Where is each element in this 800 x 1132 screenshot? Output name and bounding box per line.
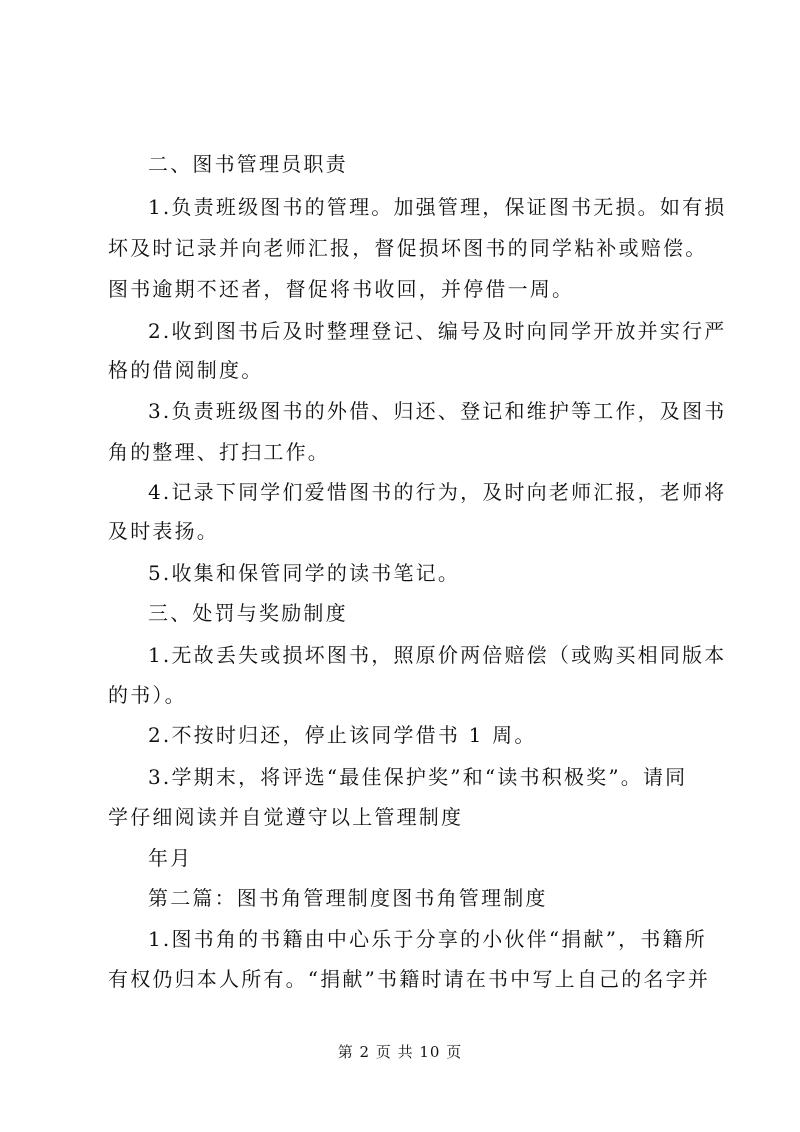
paragraph-line: 4.记录下同学们爱惜图书的行为，及时向老师汇报，老师将	[148, 480, 727, 504]
paragraph-line: 2.不按时归还，停止该同学借书 1 周。	[148, 723, 537, 747]
paragraph-line: 1.无故丢失或损坏图书，照原价两倍赔偿（或购买相同版本	[148, 643, 727, 667]
paragraph-line: 2.收到图书后及时整理登记、编号及时向同学开放并实行严	[148, 319, 727, 343]
paragraph-line: 1.负责班级图书的管理。加强管理，保证图书无损。如有损	[148, 195, 727, 219]
paragraph-line: 学仔细阅读并自觉遵守以上管理制度	[108, 805, 464, 829]
date-line: 年月	[148, 846, 193, 870]
paragraph-line: 及时表扬。	[108, 519, 219, 543]
page-number-footer: 第 2 页 共 10 页	[337, 1043, 463, 1061]
paragraph-line: 角的整理、打扫工作。	[108, 440, 330, 464]
paragraph-line: 有权仍归本人所有。“捐献”书籍时请在书中写上自己的名字并	[108, 967, 711, 991]
paragraph-line: 3.学期末，将评选“最佳保护奖”和“读书积极奖”。请同	[148, 765, 688, 789]
paragraph-line: 1.图书角的书籍由中心乐于分享的小伙伴“捐献”，书籍所	[148, 927, 707, 951]
paragraph-line: 格的借阅制度。	[108, 358, 264, 382]
section-heading-penalties-rewards: 三、处罚与奖励制度	[148, 601, 348, 625]
chapter-heading: 第二篇：图书角管理制度图书角管理制度	[148, 886, 548, 910]
paragraph-line: 图书逾期不还者，督促将书收回，并停借一周。	[108, 277, 575, 301]
section-heading-librarian-duties: 二、图书管理员职责	[148, 152, 348, 176]
paragraph-line: 坏及时记录并向老师汇报，督促损坏图书的同学粘补或赔偿。	[108, 236, 708, 260]
paragraph-line: 3.负责班级图书的外借、归还、登记和维护等工作，及图书	[148, 399, 727, 423]
paragraph-line: 的书）。	[108, 683, 187, 707]
paragraph-line: 5.收集和保管同学的读书笔记。	[148, 561, 461, 585]
